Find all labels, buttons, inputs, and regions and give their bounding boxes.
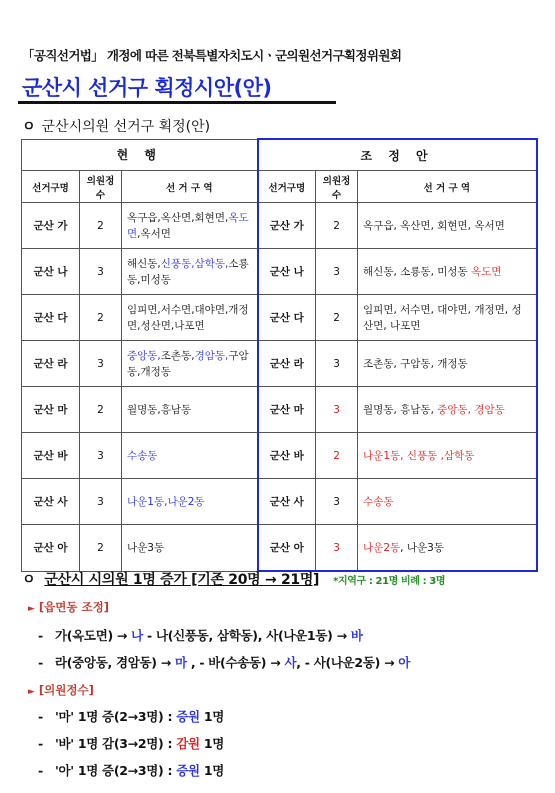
increase-text: 군산시 시의원 1명 증가 [기존 20명 → 21명] [44, 572, 320, 588]
adj-district-name: 군산 마 [258, 387, 316, 433]
adjust-segment: - [38, 628, 47, 643]
adjusted-header: 조 정 안 [258, 139, 537, 171]
triangle-bullet-icon: ► [28, 687, 35, 697]
area-segment: 중앙동, [127, 349, 161, 362]
adj-area-segment: 나운2동 [363, 541, 401, 554]
district-name: 군산 가 [22, 203, 80, 249]
adjust-segment: 가(옥도면) → [54, 628, 132, 643]
adj-district-area [358, 525, 537, 572]
adjust-segment: , - 사(나운2동) → [296, 655, 399, 670]
district-table [21, 138, 538, 572]
area-segment: 임피면,서수면,대야면,개정면,성산면,나포면 [127, 303, 249, 332]
adjust-line [38, 626, 363, 644]
triangle-bullet-icon: ► [28, 604, 35, 614]
seat-change-line [38, 761, 224, 779]
seat-count: 3 [80, 433, 122, 479]
district-area [122, 341, 258, 387]
adj-district-area [358, 249, 537, 295]
adj-area-segment: 임피면, 서수면, 대야면, 개정면, 성산면, 나포면 [363, 303, 522, 332]
adj-area-segment: 해신동, 소룡동, 미성동 [363, 265, 472, 278]
area-segment: 수송동 [127, 449, 158, 462]
adj-district-name: 군산 사 [258, 479, 316, 525]
area-segment: 조촌동, [160, 349, 195, 362]
col-adj-district-name: 선거구명 [258, 171, 316, 203]
adj-district-name: 군산 아 [258, 525, 316, 572]
area-segment: 해신동, [127, 257, 161, 270]
adj-district-area [358, 433, 537, 479]
seat-segment: 1명 [199, 736, 225, 751]
adjust-line [38, 653, 410, 671]
district-area [122, 203, 258, 249]
adjust-segment: 아 [398, 655, 411, 670]
committee-header: 「공직선거법」 개정에 따른 전북특별자치도시ㆍ군의원선거구획정위원회 [22, 48, 402, 63]
table-row [22, 387, 537, 433]
adjust-segment: 라(중앙동, 경암동) → [54, 655, 175, 670]
area-segment: 신풍동,삼학동, [160, 257, 229, 270]
seat-segment: '아' 1명 증(2→3명) : [54, 763, 177, 778]
table-row [22, 433, 537, 479]
district-name: 군산 다 [22, 295, 80, 341]
area-segment: ,옥서면 [137, 227, 171, 240]
adjust-segment: 사 [284, 655, 297, 670]
adj-district-area [358, 295, 537, 341]
table-row [22, 525, 537, 572]
adj-area-segment: , 나운3동 [400, 541, 444, 554]
table-row [22, 295, 537, 341]
increase-bullet: ㅇ [22, 572, 36, 588]
increase-note: *지역구 : 21명 비례 : 3명 [333, 576, 446, 587]
table-row [22, 479, 537, 525]
seat-count: 3 [80, 479, 122, 525]
area-segment: 나운3동 [127, 541, 165, 554]
adj-district-area [358, 387, 537, 433]
table-row [22, 203, 537, 249]
adj-seat-count: 3 [316, 387, 358, 433]
sub-head-adjust-text: [읍면동 조정] [38, 600, 109, 614]
adj-area-segment: 옥도면 [471, 265, 502, 278]
district-area [122, 479, 258, 525]
adj-seat-count: 3 [316, 525, 358, 572]
district-area [122, 525, 258, 572]
adj-area-segment: 수송동 [363, 495, 394, 508]
adjust-segment: - 나(신풍동, 삼학동), 사(나운1동) → [142, 628, 351, 643]
adj-district-name: 군산 나 [258, 249, 316, 295]
adj-seat-count: 3 [316, 479, 358, 525]
adj-area-segment: 조촌동, 구암동, 개정동 [363, 357, 468, 370]
adj-district-name: 군산 바 [258, 433, 316, 479]
adj-district-area [358, 479, 537, 525]
adj-seat-count: 3 [316, 249, 358, 295]
district-name: 군산 아 [22, 525, 80, 572]
adj-district-name: 군산 다 [258, 295, 316, 341]
area-segment: 구암동,개정동 [127, 349, 249, 378]
increase-line [22, 569, 445, 589]
col-seats: 의원정수 [80, 171, 122, 203]
adj-seat-count: 2 [316, 203, 358, 249]
seat-change-line [38, 734, 224, 752]
section-bullet: ㅇ [22, 119, 36, 135]
adj-seat-count: 2 [316, 433, 358, 479]
adj-seat-count: 2 [316, 295, 358, 341]
adjust-segment: 마 [174, 655, 187, 670]
page-title: 군산시 선거구 획정시안(안) [22, 76, 272, 100]
col-area: 선 거 구 역 [122, 171, 258, 203]
seat-segment: - [38, 709, 47, 724]
seat-segment: '마' 1명 증(2→3명) : [54, 709, 177, 724]
adj-area-segment: 중앙동, 경암동 [437, 403, 505, 416]
adj-seat-count: 3 [316, 341, 358, 387]
area-segment: 경암동, [194, 349, 229, 362]
col-adj-area: 선 거 구 역 [358, 171, 537, 203]
table-row [22, 341, 537, 387]
area-segment: 옥도면 [127, 211, 249, 240]
title-underline [18, 101, 336, 104]
district-table-body [22, 203, 537, 572]
current-header: 현 행 [22, 139, 258, 171]
adjust-segment: - [38, 655, 47, 670]
area-segment: 소룡동,미성동 [127, 257, 249, 286]
seat-count: 3 [80, 341, 122, 387]
adjust-segment: 나 [131, 628, 143, 643]
section-heading [22, 116, 210, 136]
seat-change-line [38, 707, 224, 725]
district-name: 군산 나 [22, 249, 80, 295]
district-area [122, 249, 258, 295]
area-segment: 나운1동,나운2동 [127, 495, 205, 508]
seat-segment: 증원 [176, 763, 200, 778]
area-segment: 월명동,흥남동 [127, 403, 192, 416]
seat-count: 2 [80, 525, 122, 572]
adj-area-segment: 옥구읍, 옥산면, 회현면, 옥서면 [363, 219, 505, 232]
seat-segment: 1명 [199, 763, 225, 778]
district-area [122, 387, 258, 433]
adj-area-segment: 월명동, 흥남동, [363, 403, 438, 416]
adj-district-name: 군산 라 [258, 341, 316, 387]
sub-head-adjust [28, 599, 109, 615]
district-area [122, 295, 258, 341]
district-area [122, 433, 258, 479]
seat-segment: - [38, 763, 47, 778]
adjust-segment: 바 [350, 628, 363, 643]
seat-segment: 증원 [176, 709, 200, 724]
col-district-name: 선거구명 [22, 171, 80, 203]
area-segment: 옥구읍,옥산면,회현면, [127, 211, 229, 224]
section-heading-text: 군산시의원 선거구 획정(안) [41, 119, 211, 135]
district-name: 군산 사 [22, 479, 80, 525]
adj-district-name: 군산 가 [258, 203, 316, 249]
district-name: 군산 라 [22, 341, 80, 387]
table-row [22, 249, 537, 295]
seat-count: 2 [80, 387, 122, 433]
seat-count: 2 [80, 203, 122, 249]
seat-count: 3 [80, 249, 122, 295]
adj-area-segment: 나운1동, 신풍동 ,삼학동 [363, 449, 475, 462]
district-name: 군산 바 [22, 433, 80, 479]
sub-head-seats-text: [의원정수] [38, 683, 94, 697]
col-adj-seats: 의원정수 [316, 171, 358, 203]
sub-head-seats [28, 682, 94, 698]
adj-district-area [358, 203, 537, 249]
adj-district-area [358, 341, 537, 387]
seat-segment: 1명 [199, 709, 225, 724]
adjust-segment: , - 바(수송동) → [186, 655, 285, 670]
seat-segment: - [38, 736, 47, 751]
seat-segment: 감원 [176, 736, 200, 751]
seat-segment: '바' 1명 감(3→2명) : [54, 736, 177, 751]
district-name: 군산 마 [22, 387, 80, 433]
seat-count: 2 [80, 295, 122, 341]
